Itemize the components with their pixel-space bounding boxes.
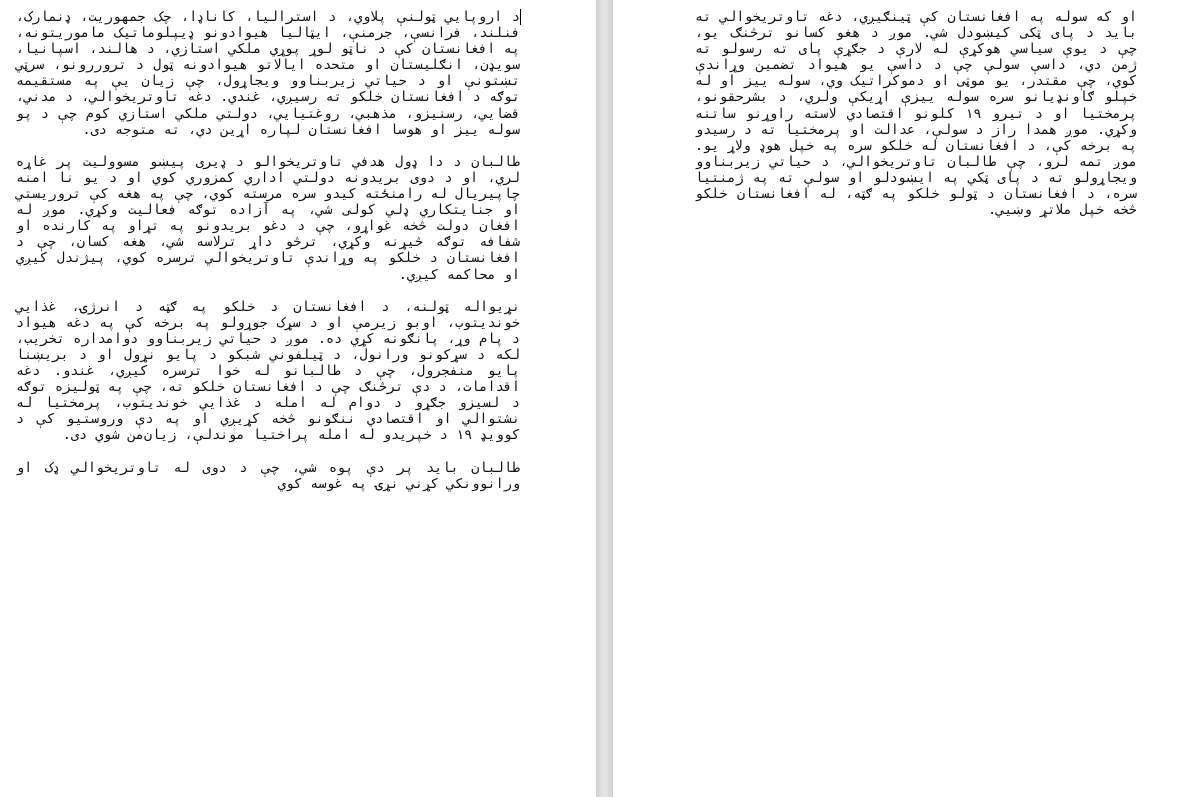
paragraph: طالبان بايد پر دې پوه شي، چې د دوى له تاوتريخوالي ډک او ورانوونکي کړني نړۍ په غوسه کوي [16,459,520,492]
paragraph: نړيواله ټولنه، د افغانستان د خلکو په ګټه د انرژۍ، غذايي خونديتوب، اوبو زيرمې او د سړک جوړولو په برخه کې په دغه هيواد د پام وړ، پانګونه کړي ده. موږ د حياتي زيربناوو دوامداره تخريب، لکه د سړکونو ورانول، د ټيلفوني شبکو د پايو نړول او د بريښنا پايو منفجرول، چې د طالبانو له خوا ترسره کيږي، غندو. دغه اقدامات، د دې ترڅنګ چې د افغانستان خلکو ته، چې په ټوليزه توګه د لسيزو جګړو د دوام له امله د غذايي خونديتوب، پرمختيا له نشتوالي او اقتصادي ننګونو څخه کړيږي او په دې وروستيو کې د کوويډ ۱۹ د خپريدو له امله پراختيا موندلې، زيان‌من شوي دی. [16,298,520,444]
page-gutter [596,0,613,797]
document-page-right[interactable] [613,0,1200,797]
page-text-left[interactable] [16,9,520,508]
paragraph: د اروپايي ټولنې پلاوي، د استراليا، کاناډا، چک جمهوريت، ډنمارک، فنلند، فرانسې، جرمنې، ايټاليا هيوادونو ډيپلوماتيک ماموريتونه، په افغانستان کې د ناټو لوړ پوړي ملکي استازي، د هالند، اسپانيا، سويډن، انګليستان او متحده ايالاتو هيوادونه ټول د تروررونو، سرټي تښتونې او د حياتي زيربناوو ويجاړول، چې زيان يې په مستقيمه توګه د افغانستان خلکو ته رسيږي، غندي. دغه تاوتريخوالي، د مدني، قضايي، رسنيزو، مذهبي، روغتيايي، دولتي ملکي استازي کوم چې د پو سوله ييز او هوسا افغانستان لپاره اړين دي، ته متوجه دی. [16,9,520,138]
document-page-left[interactable] [0,0,596,797]
paragraph: او که سوله په افغانستان کې ټينګيږي، دغه تاوتريخوالي ته بايد د پای ټکی کيښودل شي. موږ د هغو کسانو ترڅنګ يو، چې د يوې سياسي هوکړې له لارې د جګړې پای ته رسولو ته ژمن دي، داسې سولې چې د داسې يو هيواد تضمين وړاندې کوي، چې مقتدر، يو موټی او دموکراتيک وي، سوله ييز او له خپلو ګاونډيانو سره سوله ييزې اړيکې ولري، د بشرحقونو، پرمختيا او د تيرو ۱۹ کلونو اقتصادي لاسته راوړنو ساتنه وکړي. موږ همدا راز د سولې، عدالت او پرمختيا ته د رسيدو په برخه کې، د افغانستان له خلکو سره په خپل هوډ ولاړ يو. موږ تمه لرو، چې طالبان تاوتريخوالي، د حياتي زيربناوو ويجاړولو ته د پای ټکي په ايښودلو او سولې ته په ژمنتيا سره، د افغانستان د ټولو خلکو په ګټه، له افغانستان خلکو څخه خپل ملاتړ وښيي. [695,9,1137,219]
text-cursor [520,9,521,25]
page-text-right[interactable] [695,9,1137,234]
paragraph: طالبان د دا ډول هدفي تاوتريخوالو د ډيرى پيښو مسووليت پر غاړه لري، او د دوى بريدونه دولتي اداري کمزوري کوي او د يو نا امنه چاپيريال له رامنځته کيدو سره مرسته کوي، چې په هغه کې تروريستي او جنايتکاري ډلي کولى شي، په آزاده توګه فعاليت وکړي. موږ له افغان دولت څخه غواړو، چې د دغو بريدونو په تړاو په کارنده او شفافه توګه څيړنه وکړي، ترڅو داړ ترلاسه شي، هغه کسان، چې د افغانستان د خلکو په وړاندې تاوتريخوالي ترسره کوي، پيژندل کيږي او محاکمه کيږي. [16,153,520,283]
